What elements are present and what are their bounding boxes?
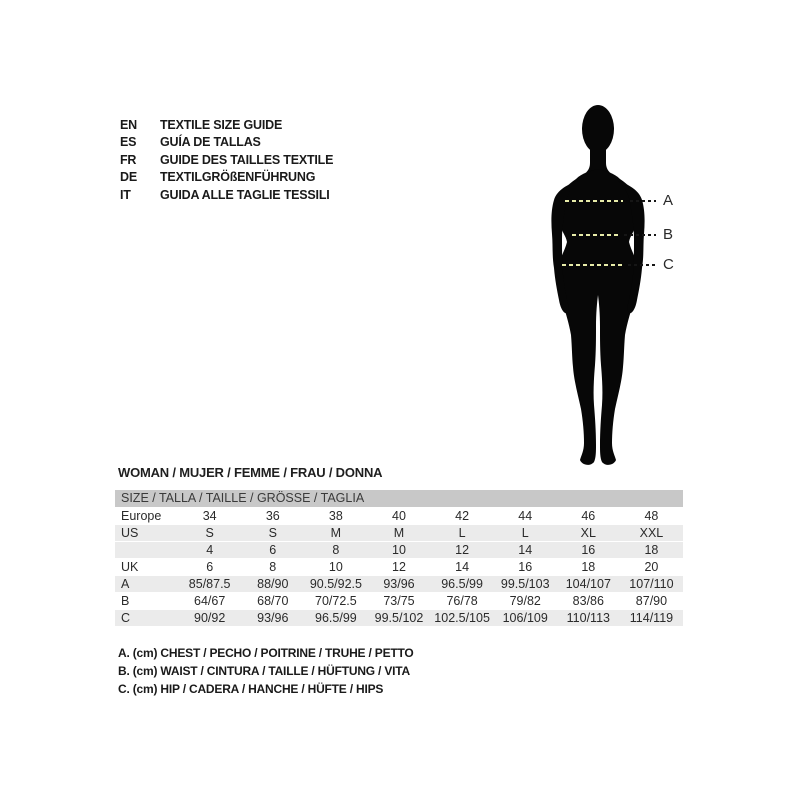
note-hip: C. (cm) HIP / CADERA / HANCHE / HÜFTE / HIPS <box>118 682 384 696</box>
measure-label-c: C <box>663 256 674 273</box>
cell: 10 <box>367 542 430 559</box>
row-label: C <box>115 610 178 627</box>
cell: 38 <box>304 508 367 525</box>
cell: 20 <box>620 559 683 576</box>
cell: S <box>241 525 304 542</box>
cell: 42 <box>431 508 494 525</box>
measure-line-a-leader <box>630 200 656 202</box>
cell: 102.5/105 <box>431 610 494 627</box>
woman-silhouette-image <box>538 103 663 468</box>
section-title: WOMAN / MUJER / FEMME / FRAU / DONNA <box>118 465 383 480</box>
size-table-header: SIZE / TALLA / TAILLE / GRÖSSE / TAGLIA <box>115 490 683 508</box>
language-row-it <box>120 186 333 204</box>
cell: 73/75 <box>367 593 430 610</box>
row-label: UK <box>115 559 178 576</box>
measure-label-b: B <box>663 226 674 243</box>
cell: 48 <box>620 508 683 525</box>
cell: 18 <box>557 559 620 576</box>
table-row-waist <box>115 593 683 610</box>
cell: 114/119 <box>620 610 683 627</box>
measure-line-c-leader <box>628 264 656 266</box>
row-label: US <box>115 525 178 542</box>
language-row-de <box>120 169 333 187</box>
cell: 34 <box>178 508 241 525</box>
cell: 107/110 <box>620 576 683 593</box>
cell: 46 <box>557 508 620 525</box>
cell: M <box>367 525 430 542</box>
cell: L <box>494 525 557 542</box>
cell: 83/86 <box>557 593 620 610</box>
cell: 10 <box>304 559 367 576</box>
cell: 90/92 <box>178 610 241 627</box>
cell: XXL <box>620 525 683 542</box>
table-row-us-letters <box>115 525 683 542</box>
cell: XL <box>557 525 620 542</box>
language-title: TEXTILE SIZE GUIDE <box>160 117 283 132</box>
cell: 96.5/99 <box>304 610 367 627</box>
language-code: FR <box>120 152 137 167</box>
cell: 36 <box>241 508 304 525</box>
measure-line-c-body <box>562 264 624 266</box>
cell: 93/96 <box>367 576 430 593</box>
language-code: ES <box>120 135 137 150</box>
note-chest: A. (cm) CHEST / PECHO / POITRINE / TRUHE / PETTO <box>118 646 414 660</box>
cell: 76/78 <box>431 593 494 610</box>
cell: 104/107 <box>557 576 620 593</box>
size-table-container <box>115 490 683 627</box>
cell: 70/72.5 <box>304 593 367 610</box>
cell: 14 <box>494 542 557 559</box>
language-code: IT <box>120 187 131 202</box>
cell: 44 <box>494 508 557 525</box>
language-row-es <box>120 134 333 152</box>
cell: 8 <box>241 559 304 576</box>
cell: 110/113 <box>557 610 620 627</box>
cell: 16 <box>494 559 557 576</box>
cell: 79/82 <box>494 593 557 610</box>
measure-line-a-body <box>565 200 623 202</box>
language-code: EN <box>120 117 137 132</box>
cell: 87/90 <box>620 593 683 610</box>
language-code: DE <box>120 170 137 185</box>
cell: 6 <box>241 542 304 559</box>
table-row-us-numbers <box>115 542 683 559</box>
cell: 68/70 <box>241 593 304 610</box>
cell: 106/109 <box>494 610 557 627</box>
cell: M <box>304 525 367 542</box>
language-title: GUIDE DES TAILLES TEXTILE <box>160 152 334 167</box>
cell: 90.5/92.5 <box>304 576 367 593</box>
cell: 85/87.5 <box>178 576 241 593</box>
cell: 40 <box>367 508 430 525</box>
table-row-europe <box>115 508 683 525</box>
cell: 18 <box>620 542 683 559</box>
table-row-uk <box>115 559 683 576</box>
measure-line-b-body <box>572 234 620 236</box>
cell: 4 <box>178 542 241 559</box>
cell: 12 <box>431 542 494 559</box>
row-label <box>115 542 178 559</box>
cell: 99.5/103 <box>494 576 557 593</box>
silhouette-body <box>558 169 638 465</box>
cell: S <box>178 525 241 542</box>
size-table-header-row <box>115 490 683 508</box>
row-label: Europe <box>115 508 178 525</box>
language-title: GUIDA ALLE TAGLIE TESSILI <box>160 187 330 202</box>
language-row-en <box>120 116 333 134</box>
language-title: GUÍA DE TALLAS <box>160 135 261 150</box>
row-label: B <box>115 593 178 610</box>
cell: 88/90 <box>241 576 304 593</box>
cell: 96.5/99 <box>431 576 494 593</box>
cell: 93/96 <box>241 610 304 627</box>
measurement-notes <box>118 644 414 698</box>
language-title: TEXTILGRÖßENFÜHRUNG <box>160 170 316 185</box>
cell: 8 <box>304 542 367 559</box>
table-row-hip <box>115 610 683 627</box>
cell: 14 <box>431 559 494 576</box>
measure-label-a: A <box>663 192 674 209</box>
cell: 12 <box>367 559 430 576</box>
cell: 16 <box>557 542 620 559</box>
row-label: A <box>115 576 178 593</box>
table-row-chest <box>115 576 683 593</box>
cell: 6 <box>178 559 241 576</box>
size-table <box>115 490 683 627</box>
language-title-list <box>120 116 333 204</box>
cell: 64/67 <box>178 593 241 610</box>
cell: L <box>431 525 494 542</box>
language-row-fr <box>120 151 333 169</box>
note-waist: B. (cm) WAIST / CINTURA / TAILLE / HÜFTUNG / VITA <box>118 664 410 678</box>
measure-line-b-leader <box>624 234 656 236</box>
cell: 99.5/102 <box>367 610 430 627</box>
